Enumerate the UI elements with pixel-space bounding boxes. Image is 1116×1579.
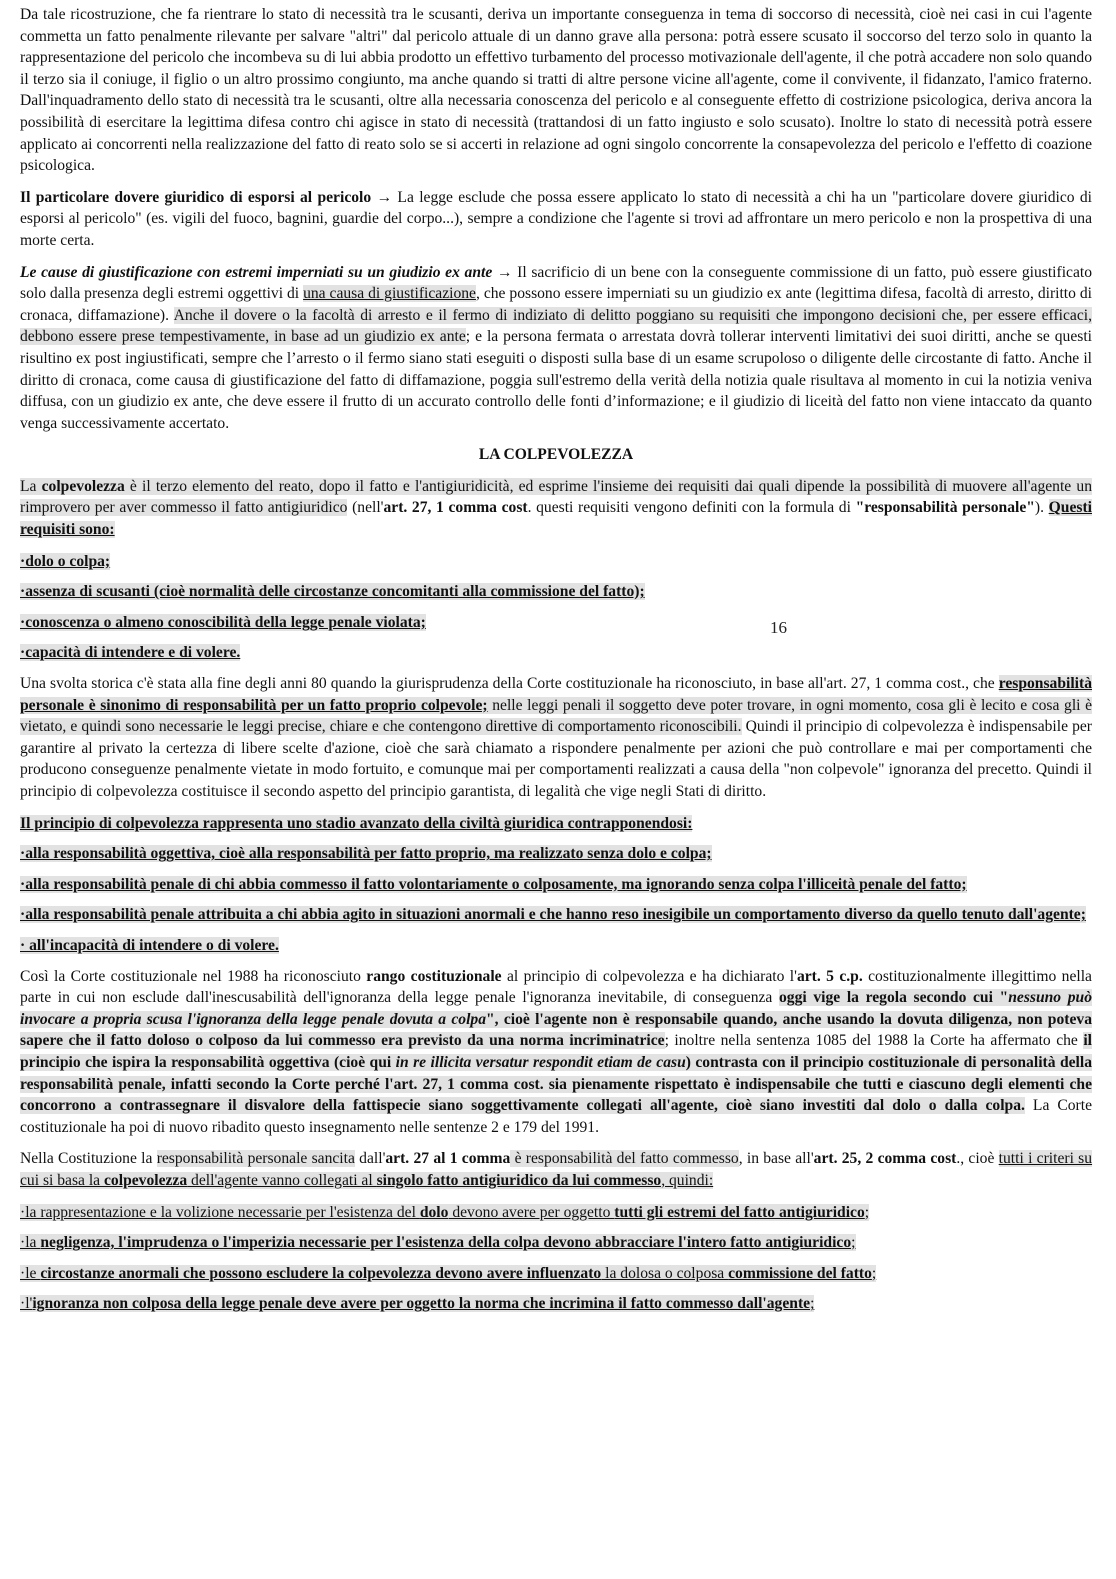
- highlighted-text: è responsabilità del fatto commesso: [510, 1150, 739, 1168]
- list-item: [20, 642, 1092, 664]
- list-item-text: ·l': [20, 1295, 33, 1313]
- list-item-text: commissione del fatto: [728, 1264, 872, 1282]
- list-item-text: devono avere per oggetto: [448, 1203, 615, 1221]
- section-heading: LA COLPEVOLEZZA: [478, 446, 634, 464]
- list-item-text: la dolosa o colposa: [601, 1264, 729, 1282]
- paragraph-cause-giustificazione: [20, 262, 1092, 435]
- list-item-text: ;: [871, 1264, 877, 1282]
- list-item-text: ;: [864, 1203, 870, 1221]
- list-item: [20, 1263, 1092, 1285]
- list-item-text: negligenza, l'imprudenza o l'imperizia necessarie per l'esistenza della colpa devono abbracciare l'intero fatto antigiuridico: [40, 1234, 852, 1252]
- highlighted-text: Il principio di colpevolezza rappresenta uno stadio avanzato della civiltà giuridica contrapponendosi:: [20, 814, 693, 832]
- text: . questi requisiti vengono definiti con la formula di: [527, 499, 856, 517]
- text: ; inoltre nella sentenza 1085 del 1988 la Corte ha affermato che: [664, 1032, 1084, 1050]
- list-item: [20, 581, 1092, 603]
- list-item-text: · all'incapacità di intendere o di volere.: [20, 936, 279, 954]
- list-item-text: ;: [851, 1234, 856, 1252]
- list-item: [20, 551, 1092, 573]
- list-item: [20, 1293, 1092, 1315]
- highlighted-text: dell'agente vanno collegati al: [187, 1171, 377, 1189]
- text: ., cioè: [956, 1150, 999, 1168]
- paragraph-lead: Le cause di giustificazione con estremi imperniati su un giudizio ex ante: [20, 263, 493, 281]
- list-item: [20, 843, 1092, 865]
- list-item: [20, 874, 1092, 896]
- paragraph-dovere-giuridico: [20, 187, 1092, 252]
- highlighted-text: è il terzo elemento del reato, dopo il fatto e l'antigiuridicità, ed esprime l'insieme dei requisiti dai quali dipende la possibilità di muovere all'agente un rimprovero per aver commesso il fatto antigiuridico: [20, 477, 1092, 517]
- list-item-text: ·assenza di scusanti (cioè normalità delle circostanze concomitanti alla commissione del fatto);: [20, 583, 645, 601]
- list-item-text: circostanze anormali che possono escludere la colpevolezza devono avere influenzato: [40, 1264, 602, 1282]
- highlighted-text: in re illicita versatur respondit etiam de casu: [395, 1053, 686, 1071]
- highlighted-text: ) contrasta con il principio costituzionale di personalità della responsabilità penale, infatti secondo la Corte perché l'art. 27, 1 comma cost. sia pienamente rispettato è indispensabile che tutti e ciascuno degli elementi che concorrono a contrassegnare il disvalore della fattispecie siano soggettivamente collegati all'agente, cioè siano investiti dal dolo o dalla colpa.: [20, 1053, 1093, 1115]
- list-item: [20, 904, 1092, 926]
- text: Da tale ricostruzione, che fa rientrare lo stato di necessità tra le scusanti, deriva un importante conseguenza in tema di soccorso di necessità, cioè nei casi in cui l'agente commetta un fatto penalmente rilevante per salvare "altri" dal pericolo attuale di un danno grave alla persona: potrà essere scusato il soccorso del terzo solo in quanto la rappresentazione del pericolo che incombeva su di lui abbia prodotto un effettivo turbamento del processo motivazionale dell'agente, il che potrà accadere non solo quando il terzo sia il coniuge, il figlio o un altro prossimo congiunto, ma anche quando si tratti di altre persone vicine all'agente, come il convivente, il fidanzato, l'amico fraterno. Dall'inquadramento dello stato di necessità tra le scusanti, oltre alla necessaria conoscenza del pericolo e al conseguente effetto di costrizione psicologica, deriva ancora la possibilità di esercitare la legittima difesa contro chi agisce in stato di necessità (trattandosi di un fatto ingiusto e solo scusato). Inoltre lo stato di necessità potrà essere applicato ai concorrenti nella realizzazione del fatto di reato solo se si accerti in relazione ad ogni singolo concorrente la consapevolezza del pericolo e l'effetto di coazione psicologica.: [20, 6, 1092, 175]
- list-item-text: ·alla responsabilità penale di chi abbia commesso il fatto volontariamente o colposamente, ma ignorando senza colpa l'illiceità penale del fatto;: [20, 875, 967, 893]
- list-item-text: ·alla responsabilità penale attribuita a chi abbia agito in situazioni anormali e che hanno reso inesigibile un comportamento diverso da quello tenuto dall'agente;: [20, 906, 1086, 924]
- text: ; e la persona fermata o arrestata dovrà tollerar interventi limitativi dei suoi diritti, anche se questi risultino ex post ingiustificati, sempre che l’arresto o il fermo siano stati eseguiti o disposti sulla base di un esame scrupoloso o diligente delle circostante di fatto. Anche il diritto di cronaca, come causa di giustificazione del fatto di diffamazione, poggia sull'estremo della verità della notizia quale risultava al momento in cui la notizia veniva diffusa, con un giudizio ex ante, che deve essere il frutto di un accurato controllo delle fonti d’informazione; e il giudizio di liceità del fatto non viene intaccato da quanto venga successivamente accertato.: [20, 328, 1092, 432]
- list-item: [20, 612, 1092, 634]
- list-item-text: ;: [810, 1295, 815, 1313]
- list-item-text: ·alla responsabilità oggettiva, cioè alla responsabilità per fatto proprio, ma realizzato senza dolo e colpa;: [20, 845, 712, 863]
- highlighted-text: il principio che ispira la responsabilità oggettiva (cioè qui: [20, 1032, 1092, 1071]
- list-item: [20, 1232, 1092, 1254]
- list-item: [20, 935, 1092, 957]
- paragraph-stato-necessita: [20, 4, 1092, 177]
- article-ref: art. 25, 2 comma cost: [813, 1150, 957, 1168]
- list-item-text: ·la: [20, 1234, 41, 1252]
- text: (nell': [347, 499, 384, 517]
- highlighted-text: ", cioè l'agente non è responsabile quando, anche usando la dovuta diligenza, non poteva sapere che il fatto doloso o colposo da lui commesso era previsto da una norma incriminatrice: [20, 1010, 1092, 1050]
- highlighted-text: tutti i criteri su cui si basa la: [20, 1150, 1093, 1189]
- list-item-text: tutti gli estremi del fatto antigiuridico: [614, 1203, 865, 1221]
- bold-text: rango costituzionale: [366, 967, 502, 985]
- highlighted-text: una causa di giustificazione: [303, 285, 476, 303]
- text: → Il sacrificio di un bene con la conseguente commissione di un fatto, può essere giustificato solo dalla presenza degli estremi oggettivi di: [20, 263, 1092, 303]
- text: ).: [1034, 499, 1049, 517]
- highlighted-text: Anche il dovere o la facoltà di arresto e il fermo di indiziato di delitto poggiano su requisiti che impongono decisioni che, per essere efficaci, debbono essere prese tempestivamente, in base ad un giudizio ex ante: [20, 306, 1092, 346]
- list-item-text: ·le: [20, 1264, 41, 1282]
- paragraph-principio: [20, 813, 1092, 835]
- text: costituzionalmente illegittimo nella parte in cui non esclude dall'inescusabilità dell'ignoranza della legge penale l'ignoranza inevitabile, di conseguenza: [20, 967, 1092, 1007]
- highlighted-text: La: [20, 477, 42, 495]
- article-ref: art. 27, 1 comma cost: [383, 499, 528, 517]
- list-item-text: dolo: [419, 1203, 449, 1221]
- article-ref: art. 5 c.p.: [796, 967, 863, 985]
- text: , che possono essere imperniati su un giudizio ex ante (legittima difesa, facoltà di arresto, diritto di cronaca, diffamazione).: [20, 285, 1093, 324]
- bold-text: "responsabilità personale": [855, 499, 1035, 517]
- paragraph-colpevolezza: [20, 476, 1092, 541]
- highlighted-text: responsabilità personale è sinonimo di responsabilità per un fatto proprio colpevole;: [20, 675, 1092, 714]
- text: La Corte costituzionale ha poi di nuovo ribadito questo insegnamento nelle sentenze 2 e 179 del 1991.: [20, 1097, 1092, 1136]
- highlighted-text: colpevolezza: [41, 477, 125, 495]
- highlighted-text: oggi vige la regola secondo cui ": [779, 989, 1009, 1007]
- highlighted-text: responsabilità personale sancita: [156, 1150, 355, 1168]
- list-item-text: ·capacità di intendere e di volere.: [20, 644, 241, 662]
- text: , in base all': [738, 1150, 814, 1168]
- highlighted-text: nessuno può invocare a propria scusa l'ignoranza della legge penale dovuta a colpa: [20, 989, 1092, 1028]
- highlighted-text: singolo fatto antigiuridico da lui commesso: [376, 1171, 662, 1189]
- list-item: [20, 1202, 1092, 1224]
- text: Così la Corte costituzionale nel 1988 ha riconosciuto: [20, 967, 367, 985]
- highlighted-text: Questi requisiti sono:: [20, 499, 1092, 539]
- list-item-text: ·dolo o colpa;: [20, 552, 111, 570]
- paragraph-lead: Il particolare dovere giuridico di esporsi al pericolo: [20, 188, 372, 206]
- list-item-text: ignoranza non colposa della legge penale deve avere per oggetto la norma che incrimina il fatto commesso dall'agente: [32, 1295, 811, 1313]
- article-ref: art. 27 al 1 comma: [385, 1150, 511, 1168]
- text: al principio di colpevolezza e ha dichiarato l': [501, 967, 797, 985]
- paragraph-svolta-storica: [20, 673, 1092, 803]
- list-item-text: ·la rappresentazione e la volizione necessarie per l'esistenza del: [20, 1203, 420, 1221]
- paragraph-costituzione: [20, 1148, 1092, 1191]
- text: Nella Costituzione la: [20, 1150, 157, 1168]
- text: dall': [354, 1150, 386, 1168]
- highlighted-text: colpevolezza: [104, 1171, 188, 1189]
- page-number: 16: [770, 618, 787, 637]
- text: → La legge esclude che possa essere applicato lo stato di necessità a chi ha un "particolare dovere giuridico di esporsi al pericolo" (es. vigili del fuoco, bagnini, guardie del corpo...), sempre a condizione che l'agente si trovi ad affrontare un mero pericolo e non la prospettiva di una morte certa.: [20, 188, 1093, 249]
- highlighted-text: nelle leggi penali il soggetto deve poter trovare, in ogni momento, cosa gli è lecito e cosa gli è vietato, e quindi sono necessarie le leggi precise, chiare e che contengono direttive di comportamento riconoscibili.: [20, 696, 1093, 736]
- text: Quindi il principio di colpevolezza è indispensabile per garantire al privato la certezza di libere scelte d'azione, cioè che sarà chiamato a rispondere penalmente per azioni che può controllare e mai per comportamenti che producono conseguenze penalmente vietate in modo fortuito, e comunque mai per comportamenti realizzati a causa della "non colpevole" ignoranza del precetto. Quindi il principio di colpevolezza costituisce il secondo aspetto del principio garantista, di legalità che vige negli Stati di diritto.: [20, 718, 1092, 800]
- document-page: [20, 4, 1092, 1324]
- text: Una svolta storica c'è stata alla fine degli anni 80 quando la giurisprudenza della Corte costituzionale ha riconosciuto, in base all'art. 27, 1 comma cost., che: [20, 675, 999, 693]
- list-item-text: ·conoscenza o almeno conoscibilità della legge penale violata;: [20, 613, 426, 631]
- highlighted-text: , quindi:: [661, 1171, 714, 1189]
- paragraph-corte-1988: [20, 966, 1092, 1139]
